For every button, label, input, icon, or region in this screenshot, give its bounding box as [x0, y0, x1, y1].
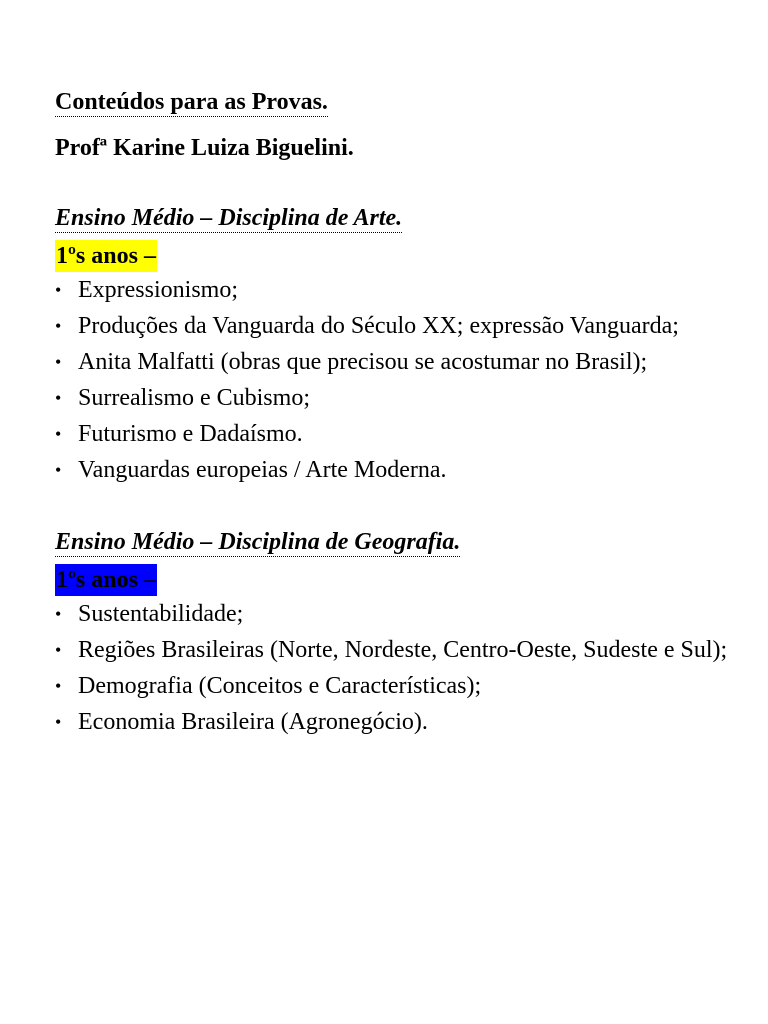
bullet-icon: • — [55, 604, 62, 624]
list-item-text: Vanguardas europeias / Arte Moderna. — [78, 457, 447, 483]
grade-label-geografia: 1ºs anos – — [55, 564, 157, 596]
list-item — [55, 380, 735, 416]
list-item — [55, 632, 735, 668]
list-item-text: Sustentabilidade; — [78, 601, 244, 627]
list-item — [55, 596, 735, 632]
list-item-text: Regiões Brasileiras (Norte, Nordeste, Centro-Oeste, Sudeste e Sul); — [78, 637, 728, 663]
list-item — [55, 704, 735, 740]
section-arte — [55, 205, 735, 488]
list-item — [55, 308, 735, 344]
list-item — [55, 452, 735, 488]
list-item — [55, 344, 735, 380]
list-item-text: Anita Malfatti (obras que precisou se acostumar no Brasil); — [78, 349, 648, 375]
grade-label-arte: 1ºs anos – — [55, 240, 157, 272]
document-author: Profª Karine Luiza Biguelini. — [55, 135, 354, 161]
document-page — [55, 86, 735, 740]
topic-list-geografia — [55, 596, 735, 740]
section-heading-arte: Ensino Médio – Disciplina de Arte. — [55, 205, 403, 231]
bullet-icon: • — [55, 424, 62, 444]
list-item-text: Economia Brasileira (Agronegócio). — [78, 709, 428, 735]
list-item-text: Demografia (Conceitos e Características); — [78, 673, 482, 699]
list-item-text: Surrealismo e Cubismo; — [78, 385, 310, 411]
bullet-icon: • — [55, 676, 62, 696]
bullet-icon: • — [55, 388, 62, 408]
list-item-text: Expressionismo; — [78, 277, 238, 303]
document-title-row — [55, 86, 735, 118]
list-item — [55, 668, 735, 704]
list-item — [55, 272, 735, 308]
bullet-icon: • — [55, 352, 62, 372]
list-item-text: Futurismo e Dadaísmo. — [78, 421, 303, 447]
section-heading-geografia: Ensino Médio – Disciplina de Geografia. — [55, 529, 461, 555]
bullet-icon: • — [55, 280, 62, 300]
document-title: Conteúdos para as Provas. — [55, 89, 328, 115]
list-item — [55, 416, 735, 452]
topic-list-arte — [55, 272, 735, 488]
list-item-text: Produções da Vanguarda do Século XX; expressão Vanguarda; — [78, 313, 679, 339]
bullet-icon: • — [55, 460, 62, 480]
bullet-icon: • — [55, 316, 62, 336]
section-geografia — [55, 529, 735, 740]
bullet-icon: • — [55, 712, 62, 732]
bullet-icon: • — [55, 640, 62, 660]
